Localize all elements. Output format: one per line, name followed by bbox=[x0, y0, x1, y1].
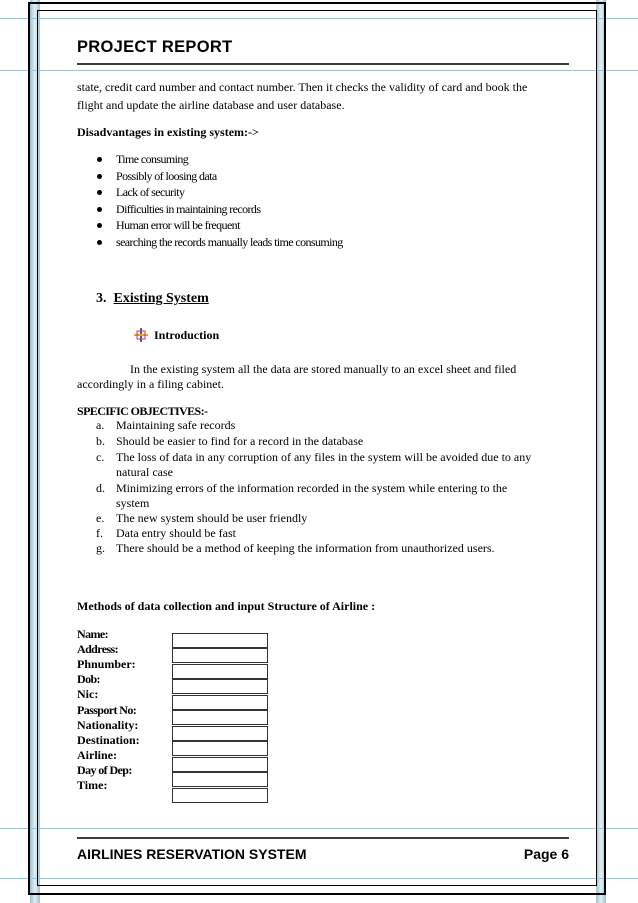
decorative-bullet-icon bbox=[134, 328, 148, 342]
header-rule bbox=[77, 63, 569, 65]
field-label-phnumber: Phnumber: bbox=[77, 657, 136, 671]
disadvantages-heading: Disadvantages in existing system:-> bbox=[77, 125, 259, 139]
intro-line-2: flight and update the airline database and user database. bbox=[77, 98, 345, 112]
objective-marker: c. bbox=[96, 450, 105, 464]
disadvantage-item: Lack of security bbox=[116, 185, 185, 199]
bullet-marker bbox=[97, 157, 102, 162]
subheading-introduction: Introduction bbox=[154, 328, 220, 342]
objective-item: Maintaining safe records bbox=[116, 418, 236, 432]
bullet-marker bbox=[97, 174, 102, 179]
nic-input-box[interactable] bbox=[172, 695, 268, 710]
footer-page-number: Page 6 bbox=[523, 846, 569, 862]
field-label-passport: Passport No: bbox=[77, 703, 137, 717]
field-label-name: Name: bbox=[77, 627, 108, 641]
passport-input-box[interactable] bbox=[172, 710, 268, 725]
section-title: Existing System bbox=[113, 291, 209, 306]
objective-marker: b. bbox=[96, 434, 105, 448]
airline-input-box[interactable] bbox=[172, 757, 268, 772]
bullet-marker bbox=[97, 190, 102, 195]
field-label-day-of-dep: Day of Dep: bbox=[77, 763, 132, 777]
objective-item: Data entry should be fast bbox=[116, 526, 236, 540]
existing-system-line-2: accordingly in a filing cabinet. bbox=[77, 377, 224, 391]
field-label-address: Address: bbox=[77, 642, 118, 656]
disadvantage-item: Difficulties in maintaining records bbox=[116, 202, 261, 216]
field-label-nic: Nic: bbox=[77, 687, 99, 701]
field-label-airline: Airline: bbox=[77, 748, 117, 762]
objective-marker: d. bbox=[96, 481, 105, 495]
objective-item-continuation: system bbox=[116, 496, 150, 510]
section-number: 3. bbox=[96, 291, 107, 306]
dob-input-box[interactable] bbox=[172, 679, 268, 694]
destination-input-box[interactable] bbox=[172, 741, 268, 756]
objectives-heading: SPECIFIC OBJECTIVES:- bbox=[77, 404, 208, 418]
field-label-time: Time: bbox=[77, 778, 108, 792]
bullet-marker bbox=[97, 223, 102, 228]
footer-rule bbox=[77, 837, 569, 839]
bullet-marker bbox=[97, 207, 102, 212]
input-structure-heading: Methods of data collection and input Structure of Airline : bbox=[77, 599, 376, 613]
objective-item: There should be a method of keeping the information from unauthorized users. bbox=[116, 541, 495, 555]
bullet-marker bbox=[97, 240, 102, 245]
page-header-title: PROJECT REPORT bbox=[77, 38, 233, 56]
existing-system-line-1: In the existing system all the data are stored manually to an excel sheet and filed bbox=[130, 362, 517, 376]
objective-item-continuation: natural case bbox=[116, 465, 173, 479]
day-of-dep-input-box[interactable] bbox=[172, 772, 268, 787]
disadvantage-item: Possibly of loosing data bbox=[116, 169, 217, 183]
disadvantage-item: Time consuming bbox=[116, 152, 189, 166]
address-input-box[interactable] bbox=[172, 648, 268, 663]
objective-item: The new system should be user friendly bbox=[116, 511, 308, 525]
field-label-destination: Destination: bbox=[77, 733, 140, 747]
phnumber-input-box[interactable] bbox=[172, 664, 268, 679]
objective-item: The loss of data in any corruption of any files in the system will be avoided due to any bbox=[116, 450, 532, 464]
name-input-box[interactable] bbox=[172, 633, 268, 648]
objective-marker: f. bbox=[96, 526, 103, 540]
section-heading bbox=[96, 291, 209, 307]
nationality-input-box[interactable] bbox=[172, 726, 268, 741]
objective-marker: g. bbox=[96, 541, 105, 555]
field-label-dob: Dob: bbox=[77, 672, 100, 686]
objective-item: Should be easier to find for a record in the database bbox=[116, 434, 364, 448]
intro-line-1: state, credit card number and contact number. Then it checks the validity of card and book the bbox=[77, 80, 528, 94]
objective-marker: a. bbox=[96, 418, 105, 432]
footer-document-title: AIRLINES RESERVATION SYSTEM bbox=[77, 846, 307, 862]
objective-marker: e. bbox=[96, 511, 105, 525]
disadvantage-item: searching the records manually leads time consuming bbox=[116, 235, 343, 249]
disadvantage-item: Human error will be frequent bbox=[116, 218, 240, 232]
objective-item: Minimizing errors of the information recorded in the system while entering to the bbox=[116, 481, 508, 495]
field-label-nationality: Nationality: bbox=[77, 718, 139, 732]
time-input-box[interactable] bbox=[172, 788, 268, 803]
